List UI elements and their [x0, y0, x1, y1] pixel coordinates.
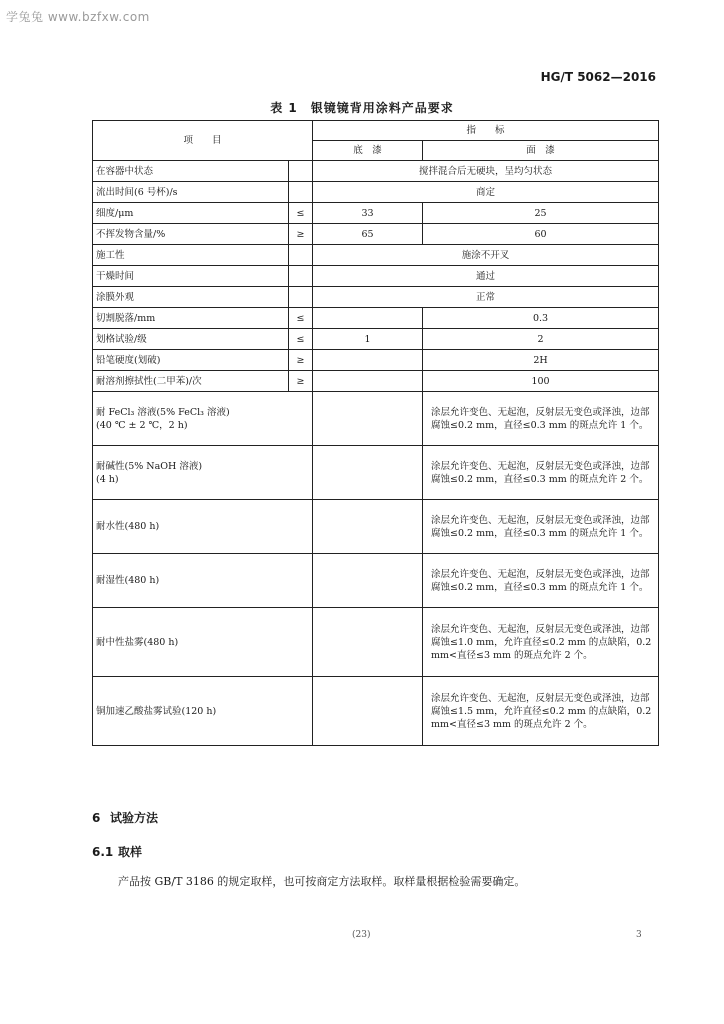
row-symbol: ≤	[289, 308, 313, 329]
row-symbol	[289, 266, 313, 287]
page-number: 3	[636, 930, 642, 940]
row-symbol: ≥	[289, 371, 313, 392]
section-title: 试验方法	[110, 811, 159, 825]
footer-center: (23)	[352, 930, 371, 940]
row-merged-value: 通过	[313, 266, 659, 287]
table-row	[93, 266, 659, 287]
row-name-line: (4 h)	[96, 473, 119, 485]
table-title: 表 1 银镜镜背用涂料产品要求	[270, 101, 454, 115]
row-topcoat-desc: 涂层允许变色、无起泡，反射层无变色或泽浊，边部腐蚀≤0.2 mm，直径≤0.3 mm 的斑点允许 1 个。	[423, 392, 659, 446]
table-row	[93, 392, 659, 446]
row-name: 施工性	[93, 245, 289, 266]
header-item: 项 目	[93, 121, 313, 161]
row-name: 铅笔硬度(划破)	[93, 350, 289, 371]
row-symbol: ≥	[289, 350, 313, 371]
header-indicator: 指 标	[313, 121, 659, 141]
standard-code: HG/T 5062—2016	[540, 70, 656, 84]
table-row	[93, 329, 659, 350]
row-name: 划格试验/级	[93, 329, 289, 350]
table-row	[93, 677, 659, 746]
row-merged-value: 正常	[313, 287, 659, 308]
row-topcoat-desc: 涂层允许变色、无起泡，反射层无变色或泽浊，边部腐蚀≤0.2 mm，直径≤0.3 mm 的斑点允许 1 个。	[423, 554, 659, 608]
row-primer-value: 33	[313, 203, 423, 224]
row-primer-value	[313, 308, 423, 329]
row-symbol	[289, 245, 313, 266]
table-row	[93, 203, 659, 224]
row-primer-value	[313, 392, 423, 446]
table-row	[93, 245, 659, 266]
table-row	[93, 224, 659, 245]
row-merged-value: 搅拌混合后无硬块，呈均匀状态	[313, 161, 659, 182]
row-symbol: ≥	[289, 224, 313, 245]
row-topcoat-value: 100	[423, 371, 659, 392]
row-name	[93, 554, 313, 608]
row-symbol	[289, 287, 313, 308]
section-6-1-text: 产品按 GB/T 3186 的规定取样，也可按商定方法取样。取样量根据检验需要确定。	[118, 875, 526, 888]
row-symbol	[289, 182, 313, 203]
table-row	[93, 446, 659, 500]
row-topcoat-desc: 涂层允许变色、无起泡，反射层无变色或泽浊，边部腐蚀≤1.5 mm，允许直径≤0.2 mm 的点缺陷，0.2 mm<直径≤3 mm 的斑点允许 2 个。	[423, 677, 659, 746]
section-number: 6.1	[92, 845, 114, 859]
row-symbol	[289, 161, 313, 182]
row-name: 细度/μm	[93, 203, 289, 224]
row-topcoat-value: 25	[423, 203, 659, 224]
row-topcoat-value: 2	[423, 329, 659, 350]
header-primer: 底 漆	[313, 141, 423, 161]
table-row	[93, 500, 659, 554]
row-name-line: 耐中性盐雾(480 h)	[96, 636, 179, 648]
row-topcoat-desc: 涂层允许变色、无起泡，反射层无变色或泽浊，边部腐蚀≤0.2 mm，直径≤0.3 mm 的斑点允许 1 个。	[423, 500, 659, 554]
section-title: 取样	[118, 845, 143, 859]
row-primer-value	[313, 500, 423, 554]
row-name-line: 耐 FeCl₃ 溶液(5% FeCl₃ 溶液)	[96, 406, 230, 418]
section-6-1-heading	[92, 843, 142, 860]
row-name	[93, 608, 313, 677]
header-topcoat: 面 漆	[423, 141, 659, 161]
row-topcoat-value: 2H	[423, 350, 659, 371]
row-merged-value: 商定	[313, 182, 659, 203]
row-name	[93, 677, 313, 746]
table-row	[93, 554, 659, 608]
row-topcoat-desc: 涂层允许变色、无起泡，反射层无变色或泽浊，边部腐蚀≤1.0 mm，允许直径≤0.2 mm 的点缺陷，0.2 mm<直径≤3 mm 的斑点允许 2 个。	[423, 608, 659, 677]
row-primer-value: 65	[313, 224, 423, 245]
requirements-table	[92, 120, 659, 746]
row-primer-value: 1	[313, 329, 423, 350]
row-name-line: 耐湿性(480 h)	[96, 575, 160, 586]
row-name: 干燥时间	[93, 266, 289, 287]
row-name: 不挥发物含量/%	[93, 224, 289, 245]
row-primer-value	[313, 350, 423, 371]
row-primer-value	[313, 446, 423, 500]
row-name: 耐溶剂擦拭性(二甲苯)/次	[93, 371, 289, 392]
table-row	[93, 161, 659, 182]
table-row	[93, 182, 659, 203]
row-merged-value: 施涂不开叉	[313, 245, 659, 266]
section-number: 6	[92, 811, 101, 825]
row-name-line: (40 ℃ ± 2 ℃，2 h)	[96, 419, 188, 431]
row-name-line: 铜加速乙酸盐雾试验(120 h)	[96, 705, 217, 717]
row-primer-value	[313, 608, 423, 677]
row-name	[93, 392, 313, 446]
row-symbol: ≤	[289, 203, 313, 224]
row-symbol: ≤	[289, 329, 313, 350]
table-row	[93, 350, 659, 371]
row-topcoat-value: 60	[423, 224, 659, 245]
row-primer-value	[313, 554, 423, 608]
row-primer-value	[313, 371, 423, 392]
row-name: 切割脱落/mm	[93, 308, 289, 329]
row-name: 涂膜外观	[93, 287, 289, 308]
row-topcoat-value: 0.3	[423, 308, 659, 329]
watermark: 学兔兔 www.bzfxw.com	[6, 10, 150, 24]
table-row	[93, 287, 659, 308]
row-name: 在容器中状态	[93, 161, 289, 182]
section-6-heading	[92, 809, 158, 826]
table-row	[93, 371, 659, 392]
row-primer-value	[313, 677, 423, 746]
row-name-line: 耐碱性(5% NaOH 溶液)	[96, 460, 203, 472]
row-topcoat-desc: 涂层允许变色、无起泡，反射层无变色或泽浊，边部腐蚀≤0.2 mm，直径≤0.3 mm 的斑点允许 2 个。	[423, 446, 659, 500]
row-name: 流出时间(6 号杯)/s	[93, 182, 289, 203]
table-row	[93, 308, 659, 329]
row-name	[93, 446, 313, 500]
row-name	[93, 500, 313, 554]
row-name-line: 耐水性(480 h)	[96, 521, 160, 532]
table-row	[93, 608, 659, 677]
